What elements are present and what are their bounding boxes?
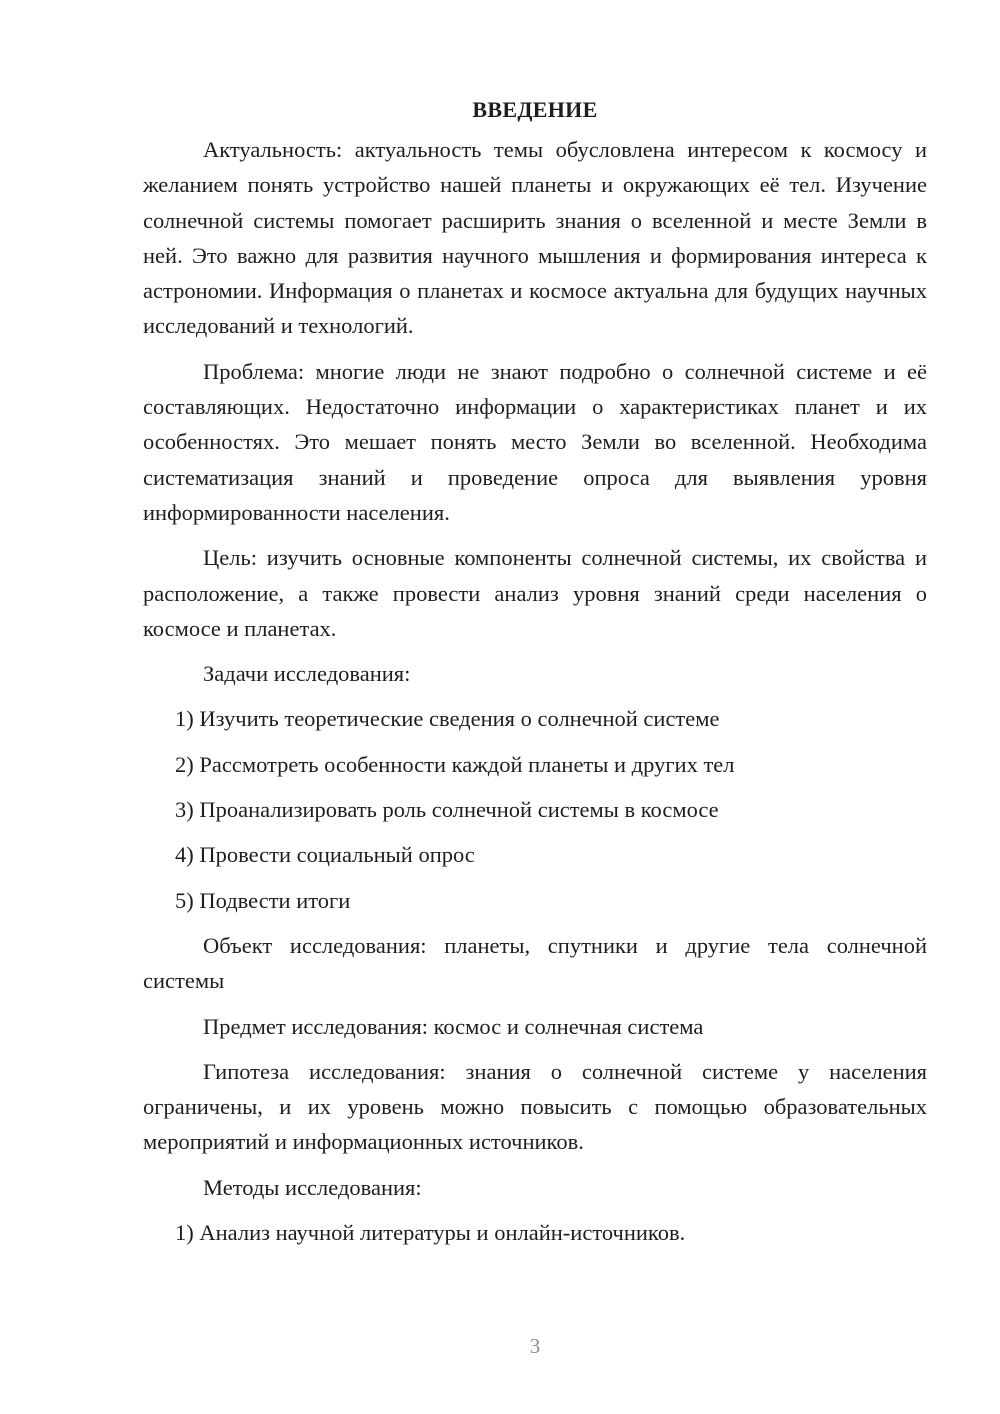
methods-heading: Методы исследования:	[203, 1174, 422, 1200]
goal-paragraph: Цель: изучить основные компоненты солнечной системы, их свойства и расположение, а также провести анализ уровня знаний среди населения о космосе и планетах.	[143, 545, 927, 641]
page-content	[143, 92, 927, 1260]
tasks-heading: Задачи исследования:	[203, 661, 411, 687]
task-item-1: 1) Изучить теоретические сведения о солнечной системе	[175, 706, 720, 732]
problem-paragraph: Проблема: многие люди не знают подробно о солнечной системе и её составляющих. Недостаточно информации о характеристиках планет и их особенностях. Это мешает понять место Земли во вселенной. Необходима систематизация знаний и проведение опроса для выявления уровня информированности населения.	[143, 358, 927, 525]
hypothesis-paragraph: Гипотеза исследования: знания о солнечной системе у населения ограничены, и их уровень можно повысить с помощью образовательных мероприятий и информационных источников.	[143, 1058, 927, 1155]
object-paragraph: Объект исследования: планеты, спутники и другие тела солнечной системы	[143, 932, 927, 994]
task-item-4: 4) Провести социальный опрос	[175, 842, 475, 868]
method-item-1: 1) Анализ научной литературы и онлайн-источников.	[175, 1220, 686, 1246]
subject-paragraph: Предмет исследования: космос и солнечная система	[203, 1013, 704, 1039]
relevance-paragraph: Актуальность: актуальность темы обусловлена интересом к космосу и желанием понять устройство нашей планеты и окружающих её тел. Изучение солнечной системы помогает расширить знания о вселенной и месте Земли в ней. Это важно для развития научного мышления и формирования интереса к астрономии. Информация о планетах и космосе актуальна для будущих научных исследований и технологий.	[143, 137, 927, 339]
task-item-2: 2) Рассмотреть особенности каждой планеты и других тел	[175, 751, 735, 777]
task-item-5: 5) Подвести итоги	[175, 887, 351, 913]
page-number: 3	[529, 1334, 541, 1358]
page-title: ВВЕДЕНИЕ	[472, 97, 598, 122]
task-item-3: 3) Проанализировать роль солнечной системы в космосе	[175, 797, 719, 823]
